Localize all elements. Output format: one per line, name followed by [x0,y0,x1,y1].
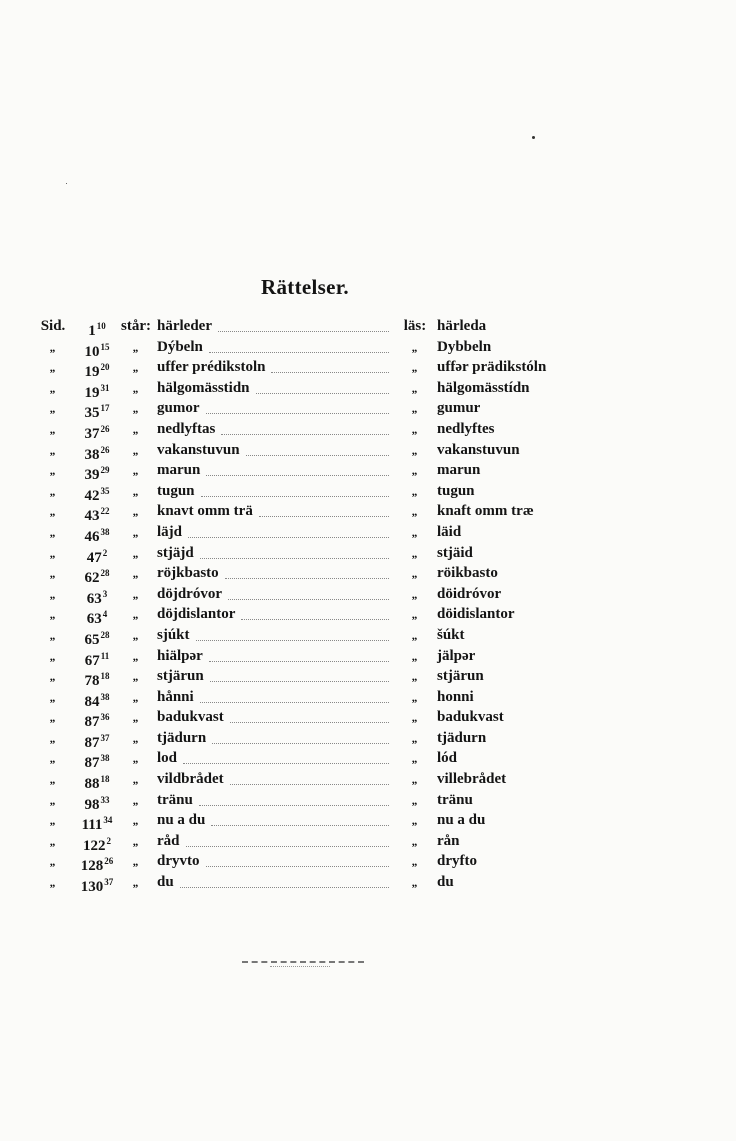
page-number: 87 [84,734,100,751]
ditto-mark: „ [133,545,139,560]
ditto-mark: „ [50,833,56,848]
dot-leader [230,721,389,723]
wrong-reading [157,357,389,377]
correct-reading: dryfto [437,853,477,870]
correct-reading: nedlyftes [437,420,495,437]
ditto-mark: „ [50,854,56,869]
errata-row [34,584,574,605]
page-number: 87 [84,755,100,772]
errata-row [34,728,574,749]
wrong-text: sjúkt [157,626,190,643]
ditto-mark: „ [412,772,418,787]
page-number: 78 [84,673,100,690]
errata-row [34,419,574,440]
page-title: Rättelser. [261,275,349,299]
errata-row [34,851,574,875]
line-number: 15 [100,341,110,352]
ditto-mark: „ [50,689,56,704]
wrong-reading [157,378,389,398]
errata-row [34,440,574,461]
wrong-text: härleder [157,318,212,334]
wrong-reading [157,851,389,871]
ditto-mark: „ [133,421,139,436]
ditto-mark: „ [412,401,418,416]
errata-row [34,481,574,502]
wrong-text: läjd [157,523,183,540]
dot-leader [200,701,389,703]
ink-speck [66,183,67,184]
wrong-reading [157,419,389,439]
page-number: 37 [84,425,100,442]
dot-leader [199,804,389,806]
ditto-mark: „ [50,607,56,622]
line-number: 33 [100,794,110,805]
ditto-mark: „ [50,669,56,684]
wrong-text: döjdislantor [157,606,236,623]
dot-leader [210,680,389,682]
ditto-mark: „ [412,483,418,498]
correct-reading: gumur [437,400,481,417]
page-number: 84 [84,693,100,710]
errata-row [34,831,574,852]
wrong-text: vildbrådet [157,771,224,788]
ditto-mark: „ [50,566,56,581]
dot-leader [221,433,389,435]
errata-row [34,646,574,667]
ditto-mark: „ [50,463,56,478]
ditto-mark: „ [412,710,418,725]
wrong-text: nu a du [157,812,206,829]
wrong-text: uffer prédikstoln [157,359,266,376]
dot-leader [186,845,390,847]
line-number: 4 [102,609,108,620]
page-number: 67 [84,652,100,669]
wrong-reading [157,646,389,666]
page-number: 63 [86,590,102,607]
correct-reading: rån [437,832,460,849]
line-number: 10 [96,321,106,331]
ditto-mark: „ [50,648,56,663]
ditto-mark: „ [133,710,139,725]
wrong-reading [157,604,389,624]
ditto-mark: „ [412,442,418,457]
dot-leader [201,495,389,497]
ditto-mark: „ [50,524,56,539]
ditto-mark: „ [412,792,418,807]
ditto-mark: „ [412,360,418,375]
errata-row [34,748,574,772]
wrong-reading [157,872,389,892]
dot-leader [200,557,389,559]
errata-row [34,810,574,834]
wrong-reading [157,625,389,645]
ditto-mark: „ [50,792,56,807]
errata-row [34,563,574,587]
ditto-mark: „ [133,607,139,622]
correct-reading: vakanstuvun [437,441,520,458]
correct-reading: Dybbeln [437,338,492,355]
errata-row [34,398,574,422]
end-rule [242,961,364,963]
ditto-mark: „ [412,875,418,890]
page-number: 122 [83,837,106,854]
ditto-mark: „ [412,524,418,539]
errata-row [34,543,574,564]
ditto-mark: „ [133,586,139,601]
ditto-mark: „ [412,648,418,663]
wrong-text: råd [157,832,180,849]
page-number: 130 [80,879,104,896]
ditto-mark: „ [133,751,139,766]
errata-row [34,378,574,399]
correct-reading: tugun [437,482,475,499]
ditto-mark: „ [412,545,418,560]
errata-row [34,769,574,793]
dot-leader [212,742,389,744]
ditto-mark: „ [50,875,56,890]
dot-leader [188,536,389,538]
ditto-mark: „ [50,421,56,436]
page-number: 10 [84,343,100,360]
correct-reading: marun [437,462,481,479]
ditto-mark: „ [50,339,56,354]
ditto-mark: „ [133,648,139,663]
wrong-reading [157,687,389,707]
line-number: 18 [100,671,110,682]
ditto-mark: „ [412,751,418,766]
correct-reading: tjädurn [437,729,487,746]
dot-leader [180,886,389,888]
dot-leader [183,762,389,764]
wrong-text: hiälpər [157,647,203,664]
ditto-mark: „ [50,710,56,725]
errata-row [34,707,574,731]
ditto-mark: „ [133,504,139,519]
dot-leader [196,639,389,641]
line-number: 26 [104,856,114,867]
wrong-text: nedlyftas [157,420,216,437]
ditto-mark: „ [412,566,418,581]
dot-leader [259,515,389,517]
wrong-text: röjkbasto [157,565,219,582]
ditto-mark: „ [412,854,418,869]
ditto-mark: „ [412,627,418,642]
wrong-reading [157,584,389,604]
page-number: 128 [80,858,104,875]
page-number: 19 [84,384,100,401]
ditto-mark: „ [133,854,139,869]
line-number: 37 [100,732,110,743]
dot-leader [228,598,389,600]
wrong-reading [157,522,389,542]
las-label: läs: [403,318,427,334]
line-number: 17 [100,403,110,414]
dot-leader [225,577,389,579]
line-number: 20 [100,362,110,373]
ditto-mark: „ [133,442,139,457]
line-number: 28 [100,568,110,579]
ditto-mark: „ [50,483,56,498]
page-number: 39 [84,467,100,484]
ditto-mark: „ [133,627,139,642]
page-number: 88 [84,776,100,793]
ditto-mark: „ [50,813,56,828]
ditto-mark: „ [412,339,418,354]
wrong-text: hånni [157,688,194,705]
dot-leader [206,474,389,476]
ditto-mark: „ [50,730,56,745]
dot-leader [241,618,389,620]
ditto-mark: „ [133,772,139,787]
line-number: 2 [102,547,108,558]
ditto-mark: „ [133,483,139,498]
wrong-reading [157,460,389,480]
dot-leader [209,351,389,353]
dot-leader [209,660,389,662]
page-number: 43 [84,508,100,525]
wrong-reading [157,563,389,583]
wrong-text: tjädurn [157,729,207,746]
ditto-mark: „ [133,792,139,807]
ditto-mark: „ [50,401,56,416]
dot-leader [211,824,389,826]
ditto-mark: „ [412,730,418,745]
wrong-text: marun [157,462,201,479]
wrong-reading [157,398,389,418]
ditto-mark: „ [412,586,418,601]
errata-row [34,666,574,690]
ditto-mark: „ [412,380,418,395]
page-number: 63 [86,611,102,628]
page-number: 19 [84,364,100,381]
line-number: 22 [100,506,110,517]
correct-reading: hälgomässtídn [437,379,530,396]
wrong-text: hälgomässtidn [157,379,250,396]
wrong-reading [157,543,389,563]
ditto-mark: „ [412,833,418,848]
page-number: 35 [84,405,100,422]
page-number: 87 [84,714,100,731]
correct-reading: šúkt [437,626,465,643]
ditto-mark: „ [412,813,418,828]
page-number: 62 [84,570,100,587]
correct-reading: du [437,874,454,891]
wrong-text: du [157,874,174,891]
ditto-mark: „ [50,627,56,642]
ditto-mark: „ [50,772,56,787]
line-number: 29 [100,465,110,476]
ditto-mark: „ [133,875,139,890]
wrong-reading [157,810,389,830]
ditto-mark: „ [412,607,418,622]
ditto-mark: „ [133,730,139,745]
ditto-mark: „ [133,380,139,395]
wrong-text: lod [157,750,178,767]
errata-table [34,316,574,896]
ditto-mark: „ [412,463,418,478]
ditto-mark: „ [412,669,418,684]
wrong-reading [157,769,389,789]
wrong-text: döjdróvor [157,585,222,602]
wrong-reading [157,831,389,851]
page-number: 1 [88,323,96,339]
correct-reading: läid [437,523,462,540]
ditto-mark: „ [133,524,139,539]
errata-row [34,460,574,484]
ditto-mark: „ [50,442,56,457]
correct-reading: badukvast [437,709,504,726]
line-number: 37 [104,877,114,888]
errata-row [34,337,574,358]
wrong-reading [157,501,389,521]
line-number: 38 [100,753,110,764]
errata-row [34,625,574,646]
correct-reading: villebrådet [437,771,507,788]
page-number: 111 [81,817,103,834]
ink-speck [532,136,535,139]
ditto-mark: „ [50,360,56,375]
star-label: står: [121,318,151,334]
page-number: 47 [86,549,102,566]
ditto-mark: „ [50,751,56,766]
errata-row [34,687,574,708]
correct-reading: stjäid [437,544,473,561]
wrong-text: Dýbeln [157,338,203,355]
page-number: 38 [84,446,100,463]
ditto-mark: „ [133,566,139,581]
errata-row [34,357,574,381]
errata-row [34,316,574,337]
wrong-text: tränu [157,791,193,808]
correct-reading: nu a du [437,812,486,829]
sid-label: Sid. [40,318,66,334]
wrong-text: dryvto [157,853,200,870]
correct-reading: härleda [437,318,487,334]
correct-reading: röikbasto [437,565,498,582]
wrong-reading [157,316,389,336]
line-number: 18 [100,774,110,785]
dot-leader [206,865,390,867]
wrong-reading [157,440,389,460]
wrong-reading [157,337,389,357]
correct-reading: lód [437,750,458,767]
wrong-reading [157,481,389,501]
line-number: 36 [100,712,110,723]
line-number: 26 [100,444,110,455]
errata-row [34,872,574,896]
errata-row [34,604,574,628]
ditto-mark: „ [133,669,139,684]
dot-leader [206,412,390,414]
end-rule [270,966,330,967]
ditto-mark: „ [133,833,139,848]
errata-row [34,790,574,811]
correct-reading: knaft omm træ [437,503,534,520]
errata-row [34,501,574,525]
correct-reading: döidróvor [437,585,502,602]
wrong-text: knavt omm trä [157,503,253,520]
page-number: 42 [84,487,100,504]
dot-leader [218,330,389,332]
errata-row [34,522,574,543]
correct-reading: honni [437,688,474,705]
dot-leader [246,454,389,456]
ditto-mark: „ [133,339,139,354]
line-number: 26 [100,423,110,434]
ditto-mark: „ [50,586,56,601]
page-number: 98 [84,796,100,813]
line-number: 34 [103,815,113,826]
line-number: 3 [102,588,108,599]
wrong-text: stjärun [157,668,204,685]
line-number: 31 [100,382,110,393]
dot-leader [256,392,389,394]
wrong-reading [157,748,389,768]
wrong-reading [157,666,389,686]
correct-reading: uffər prädikstóln [437,359,547,376]
line-number: 35 [100,485,110,496]
ditto-mark: „ [50,380,56,395]
wrong-text: tugun [157,482,195,499]
ditto-mark: „ [133,689,139,704]
correct-reading: döidislantor [437,606,515,623]
wrong-text: gumor [157,400,200,417]
line-number: 11 [100,650,110,661]
ditto-mark: „ [412,504,418,519]
wrong-text: badukvast [157,709,224,726]
correct-reading: stjärun [437,668,484,685]
ditto-mark: „ [412,421,418,436]
line-number: 28 [100,629,110,640]
wrong-reading [157,790,389,810]
line-number: 38 [100,526,110,537]
correct-reading: tränu [437,791,473,808]
ditto-mark: „ [412,689,418,704]
ditto-mark: „ [50,545,56,560]
ditto-mark: „ [133,463,139,478]
ditto-mark: „ [50,504,56,519]
line-number: 2 [106,835,111,846]
correct-reading: jälpər [437,647,476,664]
wrong-text: stjäjd [157,544,194,561]
line-number: 38 [100,691,110,702]
page-number: 46 [84,528,100,545]
wrong-text: vakanstuvun [157,441,240,458]
ditto-mark: „ [133,813,139,828]
ditto-mark: „ [133,401,139,416]
ditto-mark: „ [133,360,139,375]
dot-leader [230,783,389,785]
wrong-reading [157,728,389,748]
wrong-reading [157,707,389,727]
dot-leader [271,371,389,373]
page-number: 65 [84,631,100,648]
